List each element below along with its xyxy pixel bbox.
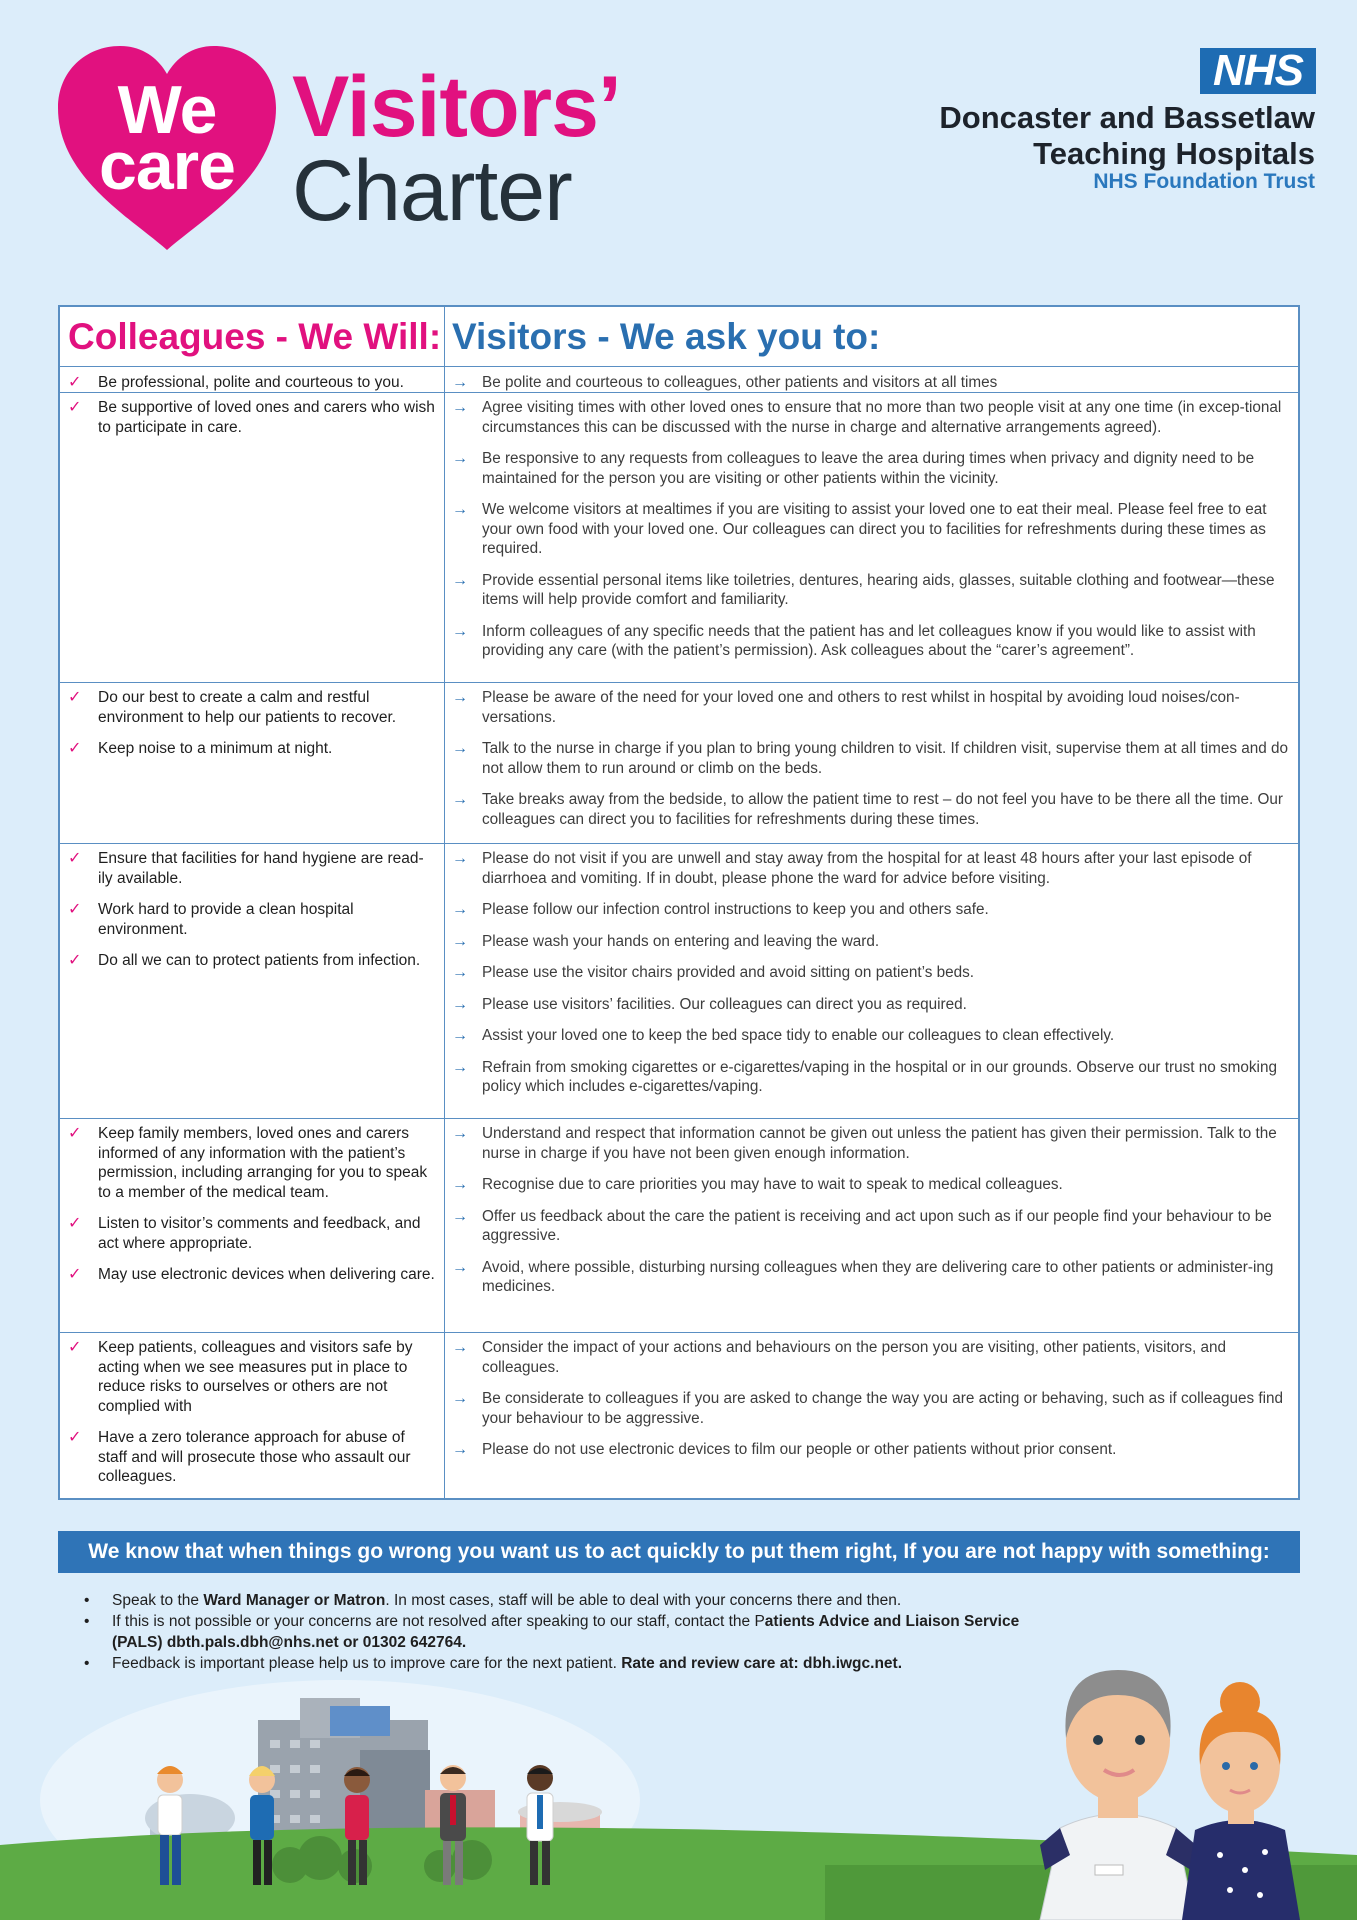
- check-icon: ✓: [68, 399, 82, 416]
- item-text: Keep family members, loved ones and carers informed of any information with the patient’s permission, including arranging for you to speak to a member of the medical team.: [98, 1125, 428, 1201]
- charter-table: [58, 305, 1300, 1500]
- arrow-right-icon: →: [452, 689, 468, 706]
- item-text: Please do not visit if you are unwell and stay away from the hospital for at least 48 hours after your last episode of diarrhoea and vomiting. If in doubt, please phone the ward for advice before visiting.: [482, 850, 1252, 887]
- male-nurse-figure-icon: [1040, 1670, 1196, 1920]
- item-text: Consider the impact of your actions and behaviours on the person you are visiting, other patients, visitors, and colleagues.: [482, 1339, 1227, 1376]
- colleague-commitment: [68, 951, 436, 971]
- colleague-commitment: [68, 900, 436, 939]
- row-divider: [60, 1118, 1298, 1119]
- item-text: Inform colleagues of any specific needs that the patient has and let colleagues know if you would like to assist with providing any care (with the patient’s permission). Ask colleagues about the “carer’s agreement”.: [482, 622, 1256, 659]
- arrow-right-icon: →: [452, 571, 468, 589]
- colleague-commitment: [68, 373, 436, 393]
- page-title-charter: Charter: [292, 143, 572, 239]
- visitor-request: [452, 1058, 1290, 1097]
- arrow-right-icon: →: [452, 995, 468, 1013]
- visitor-request: [452, 1175, 1290, 1195]
- arrow-right-icon: →: [452, 1125, 468, 1142]
- item-text: Recognise due to care priorities you may have to wait to speak to medical colleagues.: [482, 1176, 1063, 1193]
- item-text: Assist your loved one to keep the bed space tidy to enable our colleagues to clean effectively.: [482, 1027, 1115, 1044]
- visitors-cell: [452, 398, 1290, 673]
- visitor-request: [452, 1440, 1290, 1460]
- visitor-request: [452, 373, 1290, 393]
- check-icon: ✓: [68, 1339, 82, 1356]
- item-text: Please be aware of the need for your loved one and others to rest whilst in hospital by avoiding loud noises/con-versations.: [482, 689, 1240, 726]
- visitor-request: [452, 688, 1290, 727]
- visitor-request: [452, 790, 1290, 829]
- item-text: Do all we can to protect patients from infection.: [98, 952, 421, 969]
- item-text: Be professional, polite and courteous to you.: [98, 374, 404, 391]
- complaint-text: If this is not possible or your concerns are not resolved after speaking to our staff, contact the P: [112, 1613, 765, 1630]
- visitor-request: [452, 1389, 1290, 1428]
- visitor-request: [452, 849, 1290, 888]
- check-icon: ✓: [68, 1266, 82, 1283]
- arrow-right-icon: →: [452, 1058, 468, 1076]
- organisation-name: [939, 100, 1315, 172]
- visitors-cell: [452, 1124, 1290, 1309]
- arrow-right-icon: →: [452, 964, 468, 981]
- visitor-request: [452, 900, 1290, 920]
- visitor-request: [452, 571, 1290, 610]
- logo-line-we: We: [117, 72, 217, 148]
- visitors-cell: [452, 849, 1290, 1109]
- colleague-commitment: [68, 1428, 436, 1487]
- item-text: Please use the visitor chairs provided and avoid sitting on patient’s beds.: [482, 964, 975, 981]
- pals-contact[interactable]: atients Advice and Liaison Service (PALS) dbth.pals.dbh@nhs.net or 01302 642764.: [112, 1613, 1020, 1651]
- arrow-right-icon: →: [452, 1258, 468, 1276]
- arrow-right-icon: →: [452, 1027, 468, 1044]
- item-text: Please follow our infection control instructions to keep you and others safe.: [482, 901, 989, 918]
- check-icon: ✓: [68, 374, 82, 391]
- logo-line-care: care: [99, 128, 235, 204]
- item-text: Listen to visitor’s comments and feedback, and act where appropriate.: [98, 1215, 421, 1252]
- item-text: Refrain from smoking cigarettes or e-cigarettes/vaping in the hospital or in our grounds. Observe our trust no smoking policy which includes e-cigarettes/vaping.: [482, 1058, 1277, 1095]
- arrow-right-icon: →: [452, 1441, 468, 1458]
- visitor-request: [452, 739, 1290, 778]
- arrow-right-icon: →: [452, 1176, 468, 1193]
- colleague-commitment: [68, 739, 436, 759]
- item-text: Offer us feedback about the care the patient is receiving and act upon such as if our people find your behaviour to be aggressive.: [482, 1207, 1272, 1244]
- item-text: Please do not use electronic devices to film our people or other patients without prior consent.: [482, 1441, 1117, 1458]
- colleague-commitment: [68, 1214, 436, 1253]
- arrow-right-icon: →: [452, 1339, 468, 1356]
- check-icon: ✓: [68, 1215, 82, 1232]
- item-text: Understand and respect that information cannot be given out unless the patient has given their permission. Talk to the nurse in charge if you have not been given enough information.: [482, 1125, 1277, 1162]
- bullet-icon: •: [84, 1592, 90, 1609]
- item-text: Agree visiting times with other loved ones to ensure that no more than two people visit at any one time (in excep-tional circumstances this can be discussed with the nurse in charge and alternative arrangements agreed).: [482, 399, 1282, 436]
- colleagues-cell: [68, 688, 436, 771]
- item-text: Do our best to create a calm and restful environment to help our patients to recover.: [98, 689, 397, 726]
- colleagues-cell: [68, 849, 436, 983]
- item-text: May use electronic devices when delivering care.: [98, 1266, 435, 1283]
- visitor-request: [452, 449, 1290, 488]
- colleagues-heading: Colleagues - We Will:: [68, 316, 442, 357]
- item-text: Keep noise to a minimum at night.: [98, 740, 333, 757]
- check-icon: ✓: [68, 1125, 82, 1142]
- visitor-request: [452, 1124, 1290, 1163]
- item-text: Avoid, where possible, disturbing nursing colleagues when they are delivering care to other patients or administer-ing medicines.: [482, 1258, 1274, 1295]
- item-text: Talk to the nurse in charge if you plan to bring young children to visit. If children visit, supervise them at all times and do not allow them to run around or climb on the beds.: [482, 740, 1289, 777]
- visitor-request: [452, 500, 1290, 559]
- complaints-banner: We know that when things go wrong you want us to act quickly to put them right, If you are not happy with something:: [58, 1531, 1300, 1573]
- page-title-visitors: Visitors’: [292, 59, 621, 155]
- colleague-commitment: [68, 1124, 436, 1202]
- bullet-icon: •: [84, 1613, 90, 1630]
- arrow-right-icon: →: [452, 932, 468, 950]
- check-icon: ✓: [68, 740, 82, 757]
- row-divider: [60, 392, 1298, 393]
- visitor-request: [452, 963, 1290, 983]
- column-divider: [444, 307, 445, 1498]
- bullet-icon: •: [84, 1655, 90, 1672]
- ward-manager-text: Ward Manager or Matron: [203, 1592, 386, 1609]
- item-text: Take breaks away from the bedside, to allow the patient time to rest – do not feel you have to be there all the time. Our colleagues can direct you to facilities for refreshments during these times.: [482, 791, 1283, 828]
- arrow-right-icon: →: [452, 1207, 468, 1225]
- row-divider: [60, 682, 1298, 683]
- arrow-right-icon: →: [452, 1390, 468, 1407]
- item-text: Work hard to provide a clean hospital environment.: [98, 901, 354, 938]
- check-icon: ✓: [68, 901, 82, 918]
- check-icon: ✓: [68, 952, 82, 969]
- arrow-right-icon: →: [452, 501, 468, 518]
- we-care-logo-text: [58, 72, 276, 204]
- female-nurse-figure-icon: [1182, 1682, 1300, 1920]
- colleague-commitment: [68, 398, 436, 437]
- item-text: Be considerate to colleagues if you are asked to change the way you are acting or behaving, such as if colleagues find your behaviour to be aggressive.: [482, 1390, 1284, 1427]
- arrow-right-icon: →: [452, 791, 468, 808]
- visitors-heading: Visitors - We ask you to:: [452, 316, 881, 357]
- item-text: Be polite and courteous to colleagues, other patients and visitors at all times: [482, 374, 998, 391]
- visitors-cell: [452, 688, 1290, 841]
- complaint-text: Feedback is important please help us to improve care for the next patient.: [112, 1655, 622, 1672]
- item-text: Provide essential personal items like toiletries, dentures, hearing aids, glasses, suitable clothing and footwear—these items will help provide comfort and familiarity.: [482, 571, 1275, 608]
- arrow-right-icon: →: [452, 374, 468, 391]
- arrow-right-icon: →: [452, 901, 468, 918]
- visitor-request: [452, 1338, 1290, 1377]
- item-text: Please wash your hands on entering and leaving the ward.: [482, 932, 880, 950]
- org-line-1: Doncaster and Bassetlaw: [939, 100, 1315, 135]
- complaint-item-ward-manager: [82, 1590, 1042, 1611]
- colleague-commitment: [68, 849, 436, 888]
- visitor-request: [452, 1207, 1290, 1246]
- row-divider: [60, 843, 1298, 844]
- item-text: Have a zero tolerance approach for abuse of staff and will prosecute those who assault our colleagues.: [98, 1429, 411, 1485]
- item-text: Be responsive to any requests from colleagues to leave the area during times when privacy and dignity need to be maintained for the person you are visiting or other patients within the vicinity.: [482, 450, 1255, 487]
- visitors-cell: [452, 1338, 1290, 1472]
- colleague-commitment: [68, 688, 436, 727]
- hospital-illustration: [0, 1640, 1357, 1920]
- colleagues-cell: [68, 1124, 436, 1297]
- item-text: Keep patients, colleagues and visitors safe by acting when we see measures put in place to reduce risks to ourselves or others are not complied with: [98, 1339, 413, 1415]
- nhs-logo: NHS: [1200, 48, 1316, 94]
- review-link[interactable]: Rate and review care at: dbh.iwgc.net.: [621, 1655, 903, 1672]
- arrow-right-icon: →: [452, 399, 468, 416]
- colleagues-cell: [68, 398, 436, 449]
- item-text: Be supportive of loved ones and carers who wish to participate in care.: [98, 399, 435, 436]
- colleagues-cell: [68, 1338, 436, 1499]
- arrow-right-icon: →: [452, 622, 468, 640]
- check-icon: ✓: [68, 689, 82, 706]
- org-line-2: Teaching Hospitals: [1033, 136, 1315, 171]
- arrow-right-icon: →: [452, 740, 468, 757]
- complaint-text: . In most cases, staff will be able to deal with your concerns there and then.: [385, 1592, 902, 1609]
- visitor-request: [452, 1258, 1290, 1297]
- check-icon: ✓: [68, 1429, 82, 1446]
- colleague-commitment: [68, 1265, 436, 1285]
- organisation-trust: NHS Foundation Trust: [1093, 170, 1315, 193]
- check-icon: ✓: [68, 850, 82, 867]
- visitor-request: [452, 995, 1290, 1015]
- visitor-request: [452, 932, 1290, 952]
- colleague-commitment: [68, 1338, 436, 1416]
- visitor-request: [452, 622, 1290, 661]
- arrow-right-icon: →: [452, 850, 468, 867]
- item-text: We welcome visitors at mealtimes if you are visiting to assist your loved one to eat their meal. Please feel free to eat your own food with your loved one. Our colleagues can direct you to facilities for refreshments during these times as required.: [482, 501, 1267, 557]
- arrow-right-icon: →: [452, 450, 468, 467]
- complaint-text: Speak to the: [112, 1592, 204, 1609]
- visitor-request: [452, 398, 1290, 437]
- heading-divider: [60, 366, 1298, 367]
- visitor-request: [452, 1026, 1290, 1046]
- item-text: Please use visitors’ facilities. Our colleagues can direct you as required.: [482, 995, 967, 1013]
- row-divider: [60, 1332, 1298, 1333]
- item-text: Ensure that facilities for hand hygiene are read-ily available.: [98, 850, 424, 887]
